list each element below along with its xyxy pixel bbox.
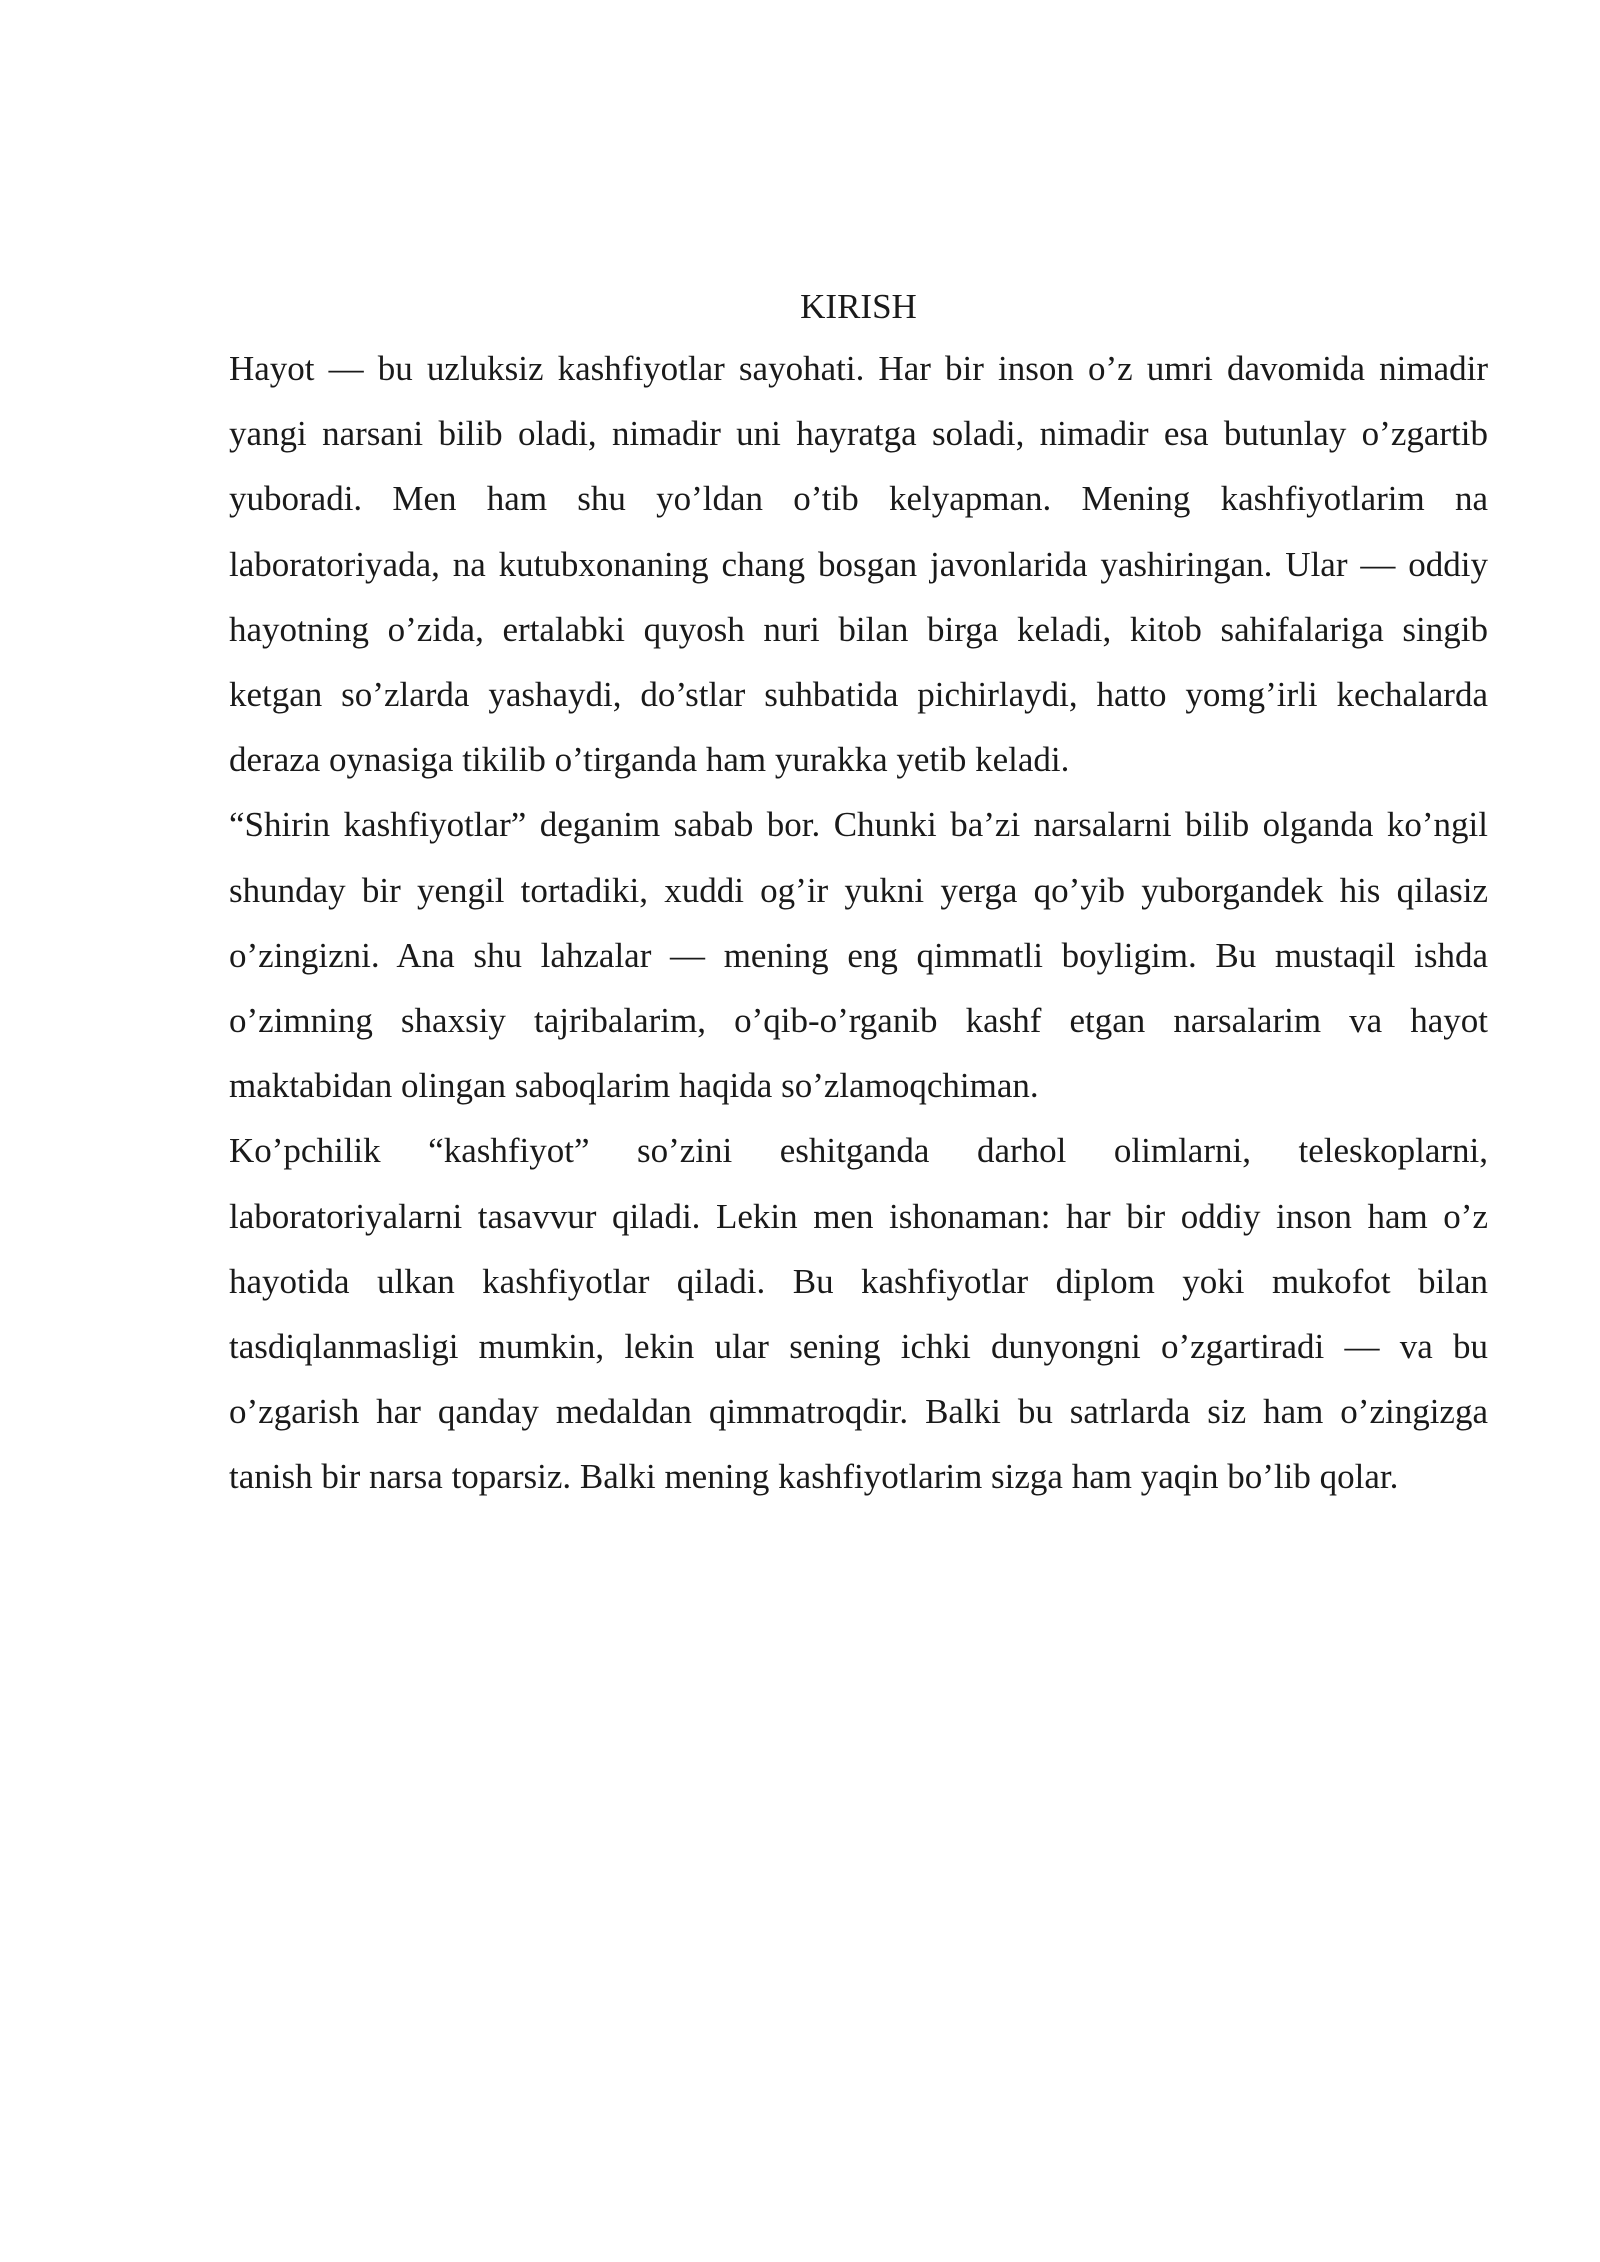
section-title: KIRISH [800,287,917,326]
paragraph-sweet-discoveries: “Shirin kashfiyotlar” deganim sabab bor. Chunki ba’zi narsalarni bilib olganda ko’ngil shunday bir yengil tortadiki, xuddi og’ir yukni yerga qo’yib yuborgandek his qilasiz o’zingizni. Ana shu lahzalar — mening eng qimmatli boyligim. Bu mustaqil ishda o’zimning shaxsiy tajribalarim, o’qib-o’rganib kashf etgan narsalarim va hayot maktabidan olingan saboqlarim haqida so’zlamoqchiman. [229,805,1488,1106]
paragraph-intro: Hayot — bu uzluksiz kashfiyotlar sayohati. Har bir inson o’z umri davomida nimadir yangi narsani bilib oladi, nimadir uni hayratga soladi, nimadir esa butunlay o’zgartib yuboradi. Men ham shu yo’ldan o’tib kelyapman. Mening kashfiyotlarim na laboratoriyada, na kutubxonaning chang bosgan javonlarida yashiringan. Ular — oddiy hayotning o’zida, ertalabki quyosh nuri bilan birga keladi, kitob sahifalariga singib ketgan so’zlarda yashaydi, do’stlar suhbatida pichirlaydi, hatto yomg’irli kechalarda deraza oynasiga tikilib o’tirganda ham yurakka yetib keladi. [229,349,1488,780]
document-body [229,282,1488,1510]
paragraph-everyday-discoveries: Ko’pchilik “kashfiyot” so’zini eshitganda darhol olimlarni, teleskoplarni, laboratoriyalarni tasavvur qiladi. Lekin men ishonaman: har bir oddiy inson ham o’z hayotida ulkan kashfiyotlar qiladi. Bu kashfiyotlar diplom yoki mukofot bilan tasdiqlanmasligi mumkin, lekin ular sening ichki dunyongni o’zgartiradi — va bu o’zgarish har qanday medaldan qimmatroqdir. Balki bu satrlarda siz ham o’zingizga tanish bir narsa toparsiz. Balki mening kashfiyotlarim sizga ham yaqin bo’lib qolar. [229,1131,1488,1497]
